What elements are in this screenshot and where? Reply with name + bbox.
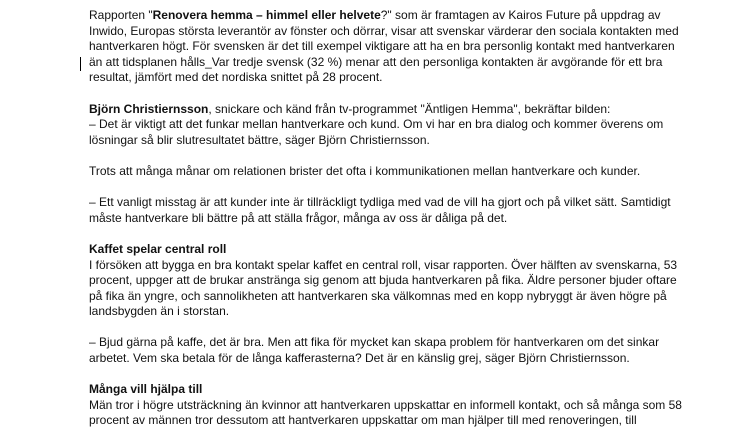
quote-intro-paragraph: Björn Christiernsson, snickare och känd från tv-programmet "Äntligen Hemma", bekräftar bilden: [89,101,611,116]
person-name: Björn Christiernsson [89,101,209,116]
section-heading-help: Många vill hjälpa till [89,382,203,397]
quote-paragraph: – Det är viktigt att det funkar mellan hantverkare och kund. Om vi har en bra dialog och kommer överens om lösningar så blir slutresultatet bättre, säger Björn Christiernsson. [89,117,664,147]
report-title: Renovera hemma – himmel eller helvete [152,8,381,22]
section-heading-coffee: Kaffet spelar central roll [89,241,227,256]
document-body [89,8,689,445]
coffee-paragraph: I försöken att bygga en bra kontakt spelar kaffet en central roll, visar rapporten. Över hälften av svenskarna, 53 procent, uppger att de brukar anstränga sig genom att bjuda hantverkaren på fika. Äldre personer bjuder oftare på fika än yngre, och sannolikheten att hantverkaren ska välkomnas med en kopp nybryggt är även högre på landsbygden än i storstan. [89,257,678,319]
intro-paragraph: Rapporten "Renovera hemma – himmel eller helvete?" som är framtagen av Kairos Future på uppdrag av Inwido, Europas största leverantör av fönster och dörrar, visar att svenskar värderar den sociala kontakten med hantverkaren högt. För svensken är det till exempel viktigare att ha en bra personlig kontakt med hantverkaren än att tidsplanen hålls_Var tredje svensk (32 %) menar att den personliga kontakten är avgörande för ett bra resultat, jämfört med det nordiska snittet på 28 procent. [89,8,679,85]
coffee-quote-paragraph: – Bjud gärna på kaffe, det är bra. Men att fika för mycket kan skapa problem för hantverkaren om det sinkar arbetet. Vem ska betala för de långa kafferasterna? Det är en känslig grej, säger Björn Christiernsson. [89,335,660,366]
text-cursor [80,57,81,71]
help-paragraph: Män tror i högre utsträckning än kvinnor att hantverkaren uppskattar en informell kontakt, och så många som 58 procent av männen tror dessutom att hantverkaren uppskattar om man hjälper till med renoveringen, till [89,397,682,428]
communication-paragraph: Trots att många månar om relationen brister det ofta i kommunikationen mellan hantverkare och kunder. [89,163,641,178]
mistake-quote-paragraph: – Ett vanligt misstag är att kunder inte är tillräckligt tydliga med vad de vill ha gjort och på vilket sätt. Samtidigt måste hantverkare bli bättre på att ställa frågor, många av oss är dåliga på det. [89,195,671,225]
